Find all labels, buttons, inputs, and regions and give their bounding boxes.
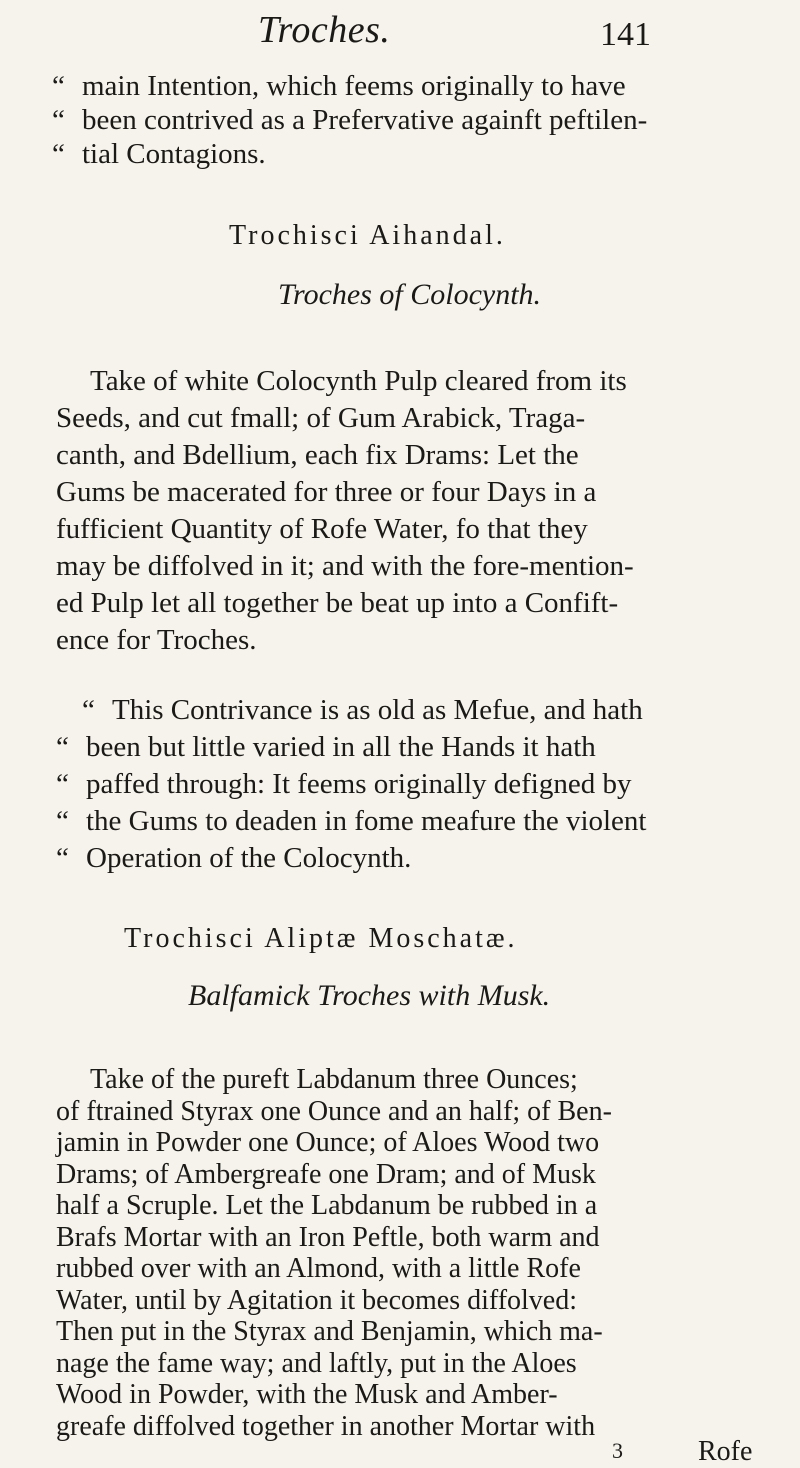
paragraph-line: Seeds, and cut fmall; of Gum Arabick, Traga- (56, 402, 586, 434)
quote-mark: “ (56, 805, 69, 837)
commentary-line: “ This Contrivance is as old as Mefue, and hath (82, 694, 643, 726)
paragraph-line: Water, until by Agitation it becomes diffolved: (56, 1284, 578, 1316)
paragraph-line: half a Scruple. Let the Labdanum be rubbed in a (56, 1190, 598, 1221)
paragraph-line: Take of the pureft Labdanum three Ounces; (90, 1064, 578, 1095)
quote-mark: “ (52, 70, 65, 102)
intro-quote-line: “ tial Contagions. (52, 138, 266, 170)
paragraph-line: nage the fame way; and laftly, put in the Aloes (56, 1347, 577, 1379)
page-number: 141 (600, 16, 651, 53)
section-title-colocynth: Trochisci Aihandal. (229, 220, 506, 251)
paragraph-line: may be diffolved in it; and with the fore-mention- (56, 550, 634, 582)
quote-mark: “ (56, 768, 69, 800)
catchword: Rofe (698, 1436, 753, 1467)
intro-quote-line: “ main Intention, which feems originally to have (52, 70, 626, 102)
commentary-line: “ Operation of the Colocynth. (56, 842, 412, 874)
paragraph-line: Wood in Powder, with the Musk and Amber- (56, 1379, 558, 1410)
quote-mark: “ (52, 138, 65, 170)
commentary-line: “ been but little varied in all the Hands it hath (56, 731, 596, 763)
commentary-line: “ the Gums to deaden in fome meafure the violent (56, 805, 647, 837)
paragraph-line: Brafs Mortar with an Iron Peftle, both warm and (56, 1221, 600, 1253)
section-subtitle-balsamick: Balfamick Troches with Musk. (188, 979, 551, 1012)
paragraph-line: Drams; of Ambergreafe one Dram; and of Musk (56, 1158, 596, 1190)
quote-mark: “ (56, 731, 69, 763)
commentary-line: “ paffed through: It feems originally defigned by (56, 768, 632, 800)
paragraph-line: Then put in the Styrax and Benjamin, which ma- (56, 1316, 603, 1347)
paragraph-line: ence for Troches. (56, 624, 257, 656)
paragraph-line: fufficient Quantity of Rofe Water, fo that they (56, 513, 588, 545)
signature-mark: 3 (612, 1438, 623, 1463)
running-head: Troches. (258, 9, 391, 51)
paragraph-line: greafe diffolved together in another Mortar with (56, 1410, 596, 1442)
intro-quote-line: “ been contrived as a Prefervative againft peftilen- (52, 104, 648, 136)
section-subtitle-colocynth: Troches of Colocynth. (278, 278, 542, 311)
paragraph-line: canth, and Bdellium, each fix Drams: Let the (56, 439, 579, 471)
quote-mark: “ (56, 842, 69, 874)
paragraph-line: Take of white Colocynth Pulp cleared from its (90, 365, 627, 397)
quote-mark: “ (52, 104, 65, 136)
page-header (0, 8, 800, 68)
paragraph-line: Gums be macerated for three or four Days in a (56, 476, 597, 508)
paragraph-line: of ftrained Styrax one Ounce and an half; of Ben- (56, 1095, 612, 1127)
paragraph-line: rubbed over with an Almond, with a little Rofe (56, 1253, 581, 1284)
paragraph-line: jamin in Powder one Ounce; of Aloes Wood two (56, 1127, 600, 1158)
section-title-balsamick: Trochisci Aliptæ Moschatæ. (124, 923, 518, 954)
paragraph-line: ed Pulp let all together be beat up into a Confift- (56, 587, 619, 619)
quote-mark: “ (82, 694, 95, 726)
